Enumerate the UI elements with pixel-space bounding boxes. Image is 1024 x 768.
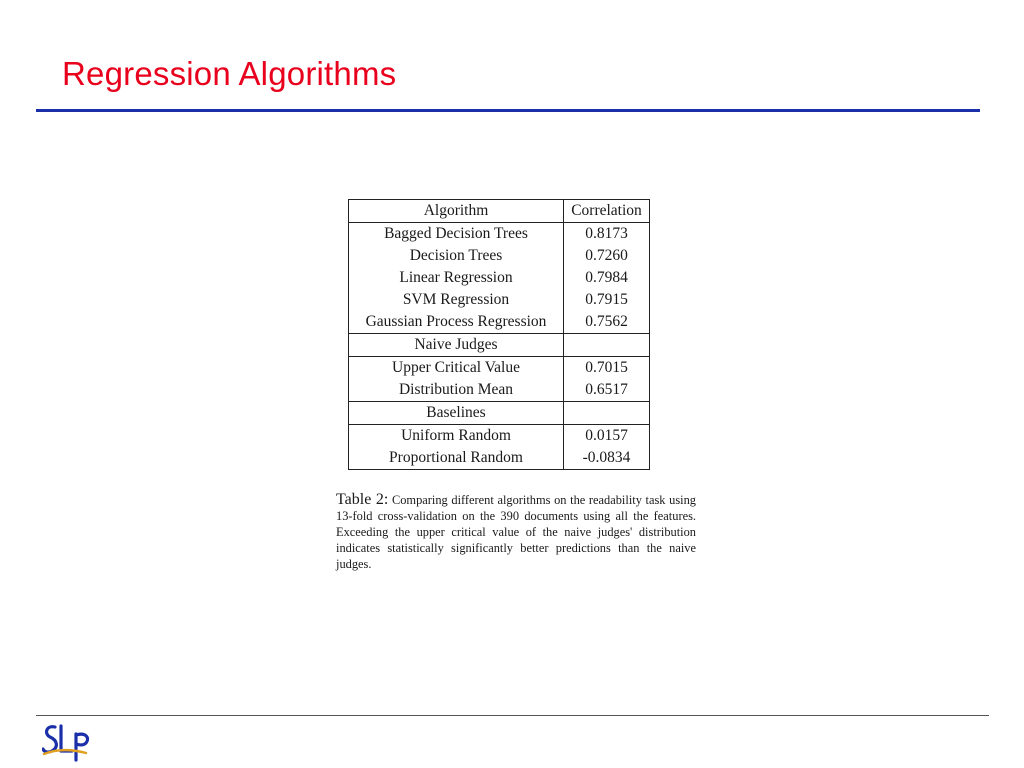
algorithm-cell: Uniform Random	[349, 425, 564, 448]
table-row	[349, 223, 650, 246]
slp-logo	[42, 722, 98, 762]
group-baselines	[349, 402, 650, 470]
algorithm-cell: Bagged Decision Trees	[349, 223, 564, 246]
table-row	[349, 311, 650, 334]
section-heading-row	[349, 402, 650, 425]
header-correlation: Correlation	[564, 200, 650, 223]
table-row	[349, 289, 650, 311]
algorithm-cell: Proportional Random	[349, 447, 564, 470]
title-divider	[36, 109, 980, 112]
group-algorithms	[349, 223, 650, 334]
results-table	[348, 199, 650, 470]
correlation-cell: 0.7562	[585, 313, 628, 330]
table-row	[349, 447, 650, 470]
footer-divider	[36, 715, 989, 716]
algorithm-cell: SVM Regression	[349, 289, 564, 311]
correlation-cell: 0.8173	[585, 225, 628, 242]
correlation-cell: -0.0834	[582, 449, 631, 466]
correlation-cell: 0.7260	[585, 247, 628, 264]
algorithm-cell: Decision Trees	[349, 245, 564, 267]
correlation-cell: 0.7015	[585, 359, 628, 376]
table-caption	[336, 492, 696, 572]
table-row	[349, 245, 650, 267]
table-row	[349, 379, 650, 402]
section-heading-row	[349, 334, 650, 357]
slp-logo-icon	[42, 722, 98, 762]
header-algorithm: Algorithm	[349, 200, 564, 223]
section-heading-empty-cell	[564, 334, 650, 357]
algorithm-cell: Upper Critical Value	[349, 357, 564, 380]
algorithm-cell: Linear Regression	[349, 267, 564, 289]
group-naive-judges	[349, 334, 650, 402]
slide-title: Regression Algorithms	[62, 55, 397, 92]
correlation-cell: 0.7915	[585, 291, 628, 308]
table-header-row	[349, 200, 650, 223]
table-row	[349, 357, 650, 380]
correlation-cell: 0.6517	[585, 381, 628, 398]
correlation-cell: 0.0157	[585, 427, 628, 444]
section-heading-naive-judges: Naive Judges	[349, 334, 564, 357]
section-heading-empty-cell	[564, 402, 650, 425]
table-row	[349, 267, 650, 289]
algorithm-cell: Distribution Mean	[349, 379, 564, 402]
results-table-container	[348, 199, 650, 470]
table-row	[349, 425, 650, 448]
algorithm-cell: Gaussian Process Regression	[349, 311, 564, 334]
caption-text: Comparing different algorithms on the readability task using 13-fold cross-validation on the 390 documents using all the features. Exceeding the upper critical value of the naive judges' distribution indicates statistically significantly better predictions than the naive judges.	[336, 493, 697, 571]
caption-label: Table 2:	[336, 491, 389, 508]
section-heading-baselines: Baselines	[349, 402, 564, 425]
correlation-cell: 0.7984	[585, 269, 628, 286]
